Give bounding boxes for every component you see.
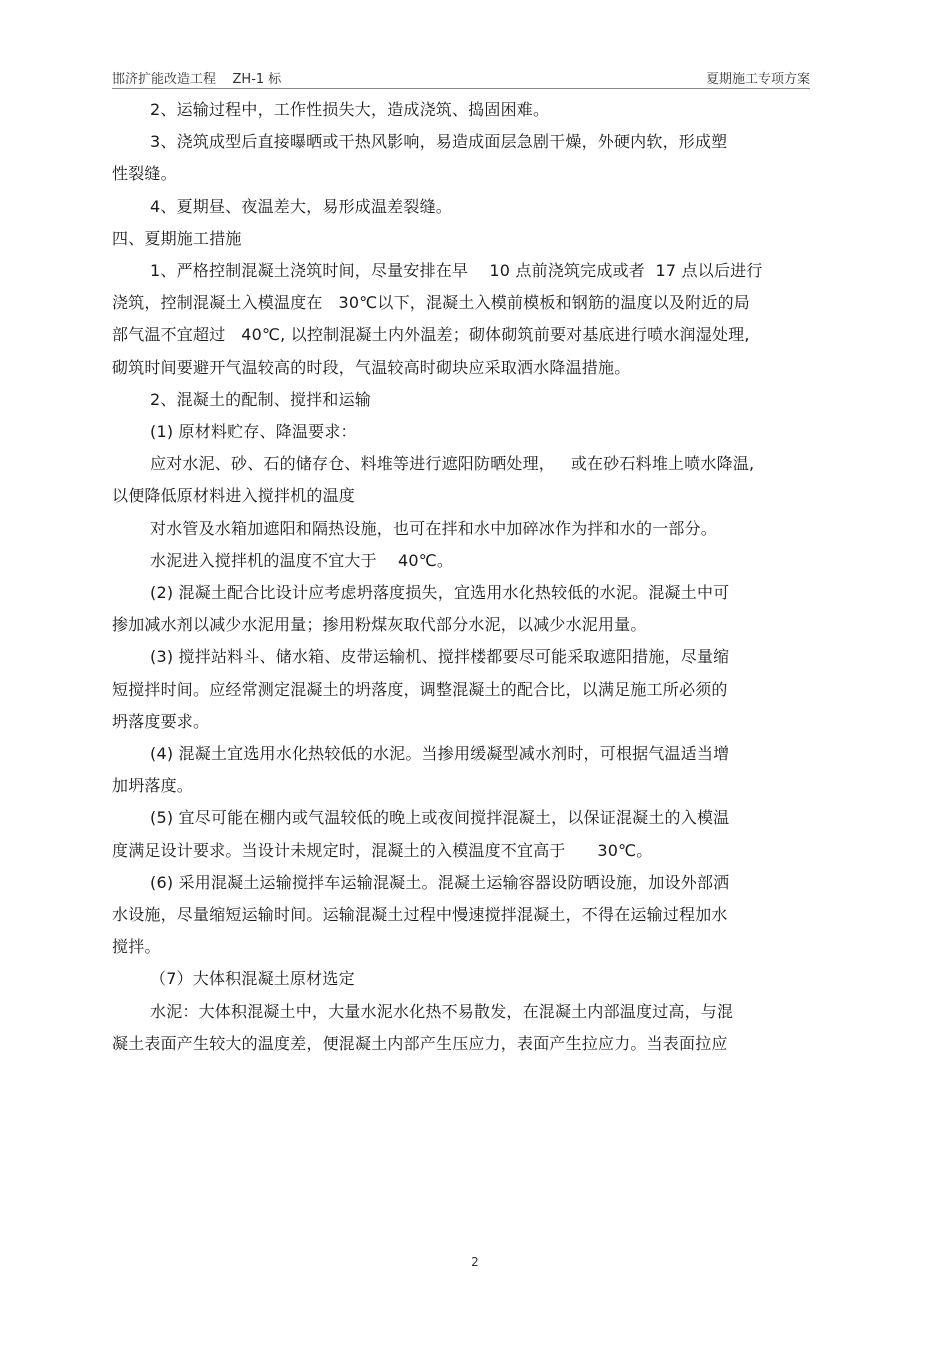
paragraph: （7）大体积混凝土原材选定 [150,969,355,989]
paragraph: 3、浇筑成型后直接曝晒或干热风影响，易造成面层急剧干燥，外硬内软，形成塑 性裂缝。 [112,132,728,184]
paragraph: (5) 宜尽可能在棚内或气温较低的晚上或夜间搅拌混凝土，以保证混凝土的入模温 度满足设计要求。当设计未规定时，混凝土的入模温度不宜高于 30℃。 [112,808,730,860]
paragraph: 对水管及水箱加遮阳和隔热设施，也可在拌和水中加碎冰作为拌和水的一部分。 [150,518,718,538]
paragraph: 水泥：大体积混凝土中，大量水泥水化热不易散发，在混凝土内部温度过高，与混 凝土表面产生较大的温度差，便混凝土内部产生压应力，表面产生拉应力。当表面拉应 [112,1001,734,1053]
header-document-title: 夏期施工专项方案 [705,72,810,87]
paragraph: (4) 混凝土宜选用水化热较低的水泥。当掺用缓凝型减水剂时，可根据气温适当增 加坍落度。 [112,744,730,796]
paragraph: (3) 搅拌站料斗、储水箱、皮带运输机、搅拌楼都要尽可能采取遮阳措施，尽量缩 短搅拌时间。应经常测定混凝土的坍落度，调整混凝土的配合比，以满足施工所必须的 坍落度要求。 [112,647,730,731]
paragraph: 四、夏期施工措施 [112,228,242,248]
paragraph: 4、夏期昼、夜温差大，易形成温差裂缝。 [150,196,452,216]
header-project-title: 邯济扩能改造工程 ZH-1 标 [112,72,282,87]
paragraph: 应对水泥、砂、石的储存仓、料堆等进行遮阳防晒处理， 或在砂石料堆上喷水降温, 以便降低原材料进入搅拌机的温度 [112,454,755,506]
page-number: 2 [471,1255,479,1269]
paragraph: 1、严格控制混凝土浇筑时间，尽量安排在早 10 点前浇筑完成或者 17 点以后进行 浇筑，控制混凝土入模温度在 30℃以下，混凝土入模前模板和钢筋的温度以及附近的局 部气温不宜超过 40℃, 以控制混凝土内外温差；砌体砌筑前要对基底进行喷水润湿处理, 砌筑时间要避开气温较高的时段，气温较高时砌块应采取洒水降温措施。 [112,261,763,377]
document-body [112,94,834,1060]
page-header [112,68,810,88]
paragraph: 2、混凝土的配制、搅拌和运输 [150,389,371,409]
paragraph: (6) 采用混凝土运输搅拌车运输混凝土。混凝土运输容器设防晒设施，加设外部洒 水设施，尽量缩短运输时间。运输混凝土过程中慢速搅拌混凝土，不得在运输过程加水 搅拌。 [112,872,730,957]
paragraph: (2) 混凝土配合比设计应考虑坍落度损失，宜选用水化热较低的水泥。混凝土中可 掺加减水剂以减少水泥用量；掺用粉煤灰取代部分水泥，以减少水泥用量。 [112,583,730,635]
header-divider [112,88,810,89]
paragraph: (1) 原材料贮存、降温要求： [150,422,357,442]
paragraph: 2、运输过程中，工作性损失大，造成浇筑、捣固困难。 [150,100,550,119]
paragraph: 水泥进入搅拌机的温度不宜大于 40℃。 [150,550,454,570]
